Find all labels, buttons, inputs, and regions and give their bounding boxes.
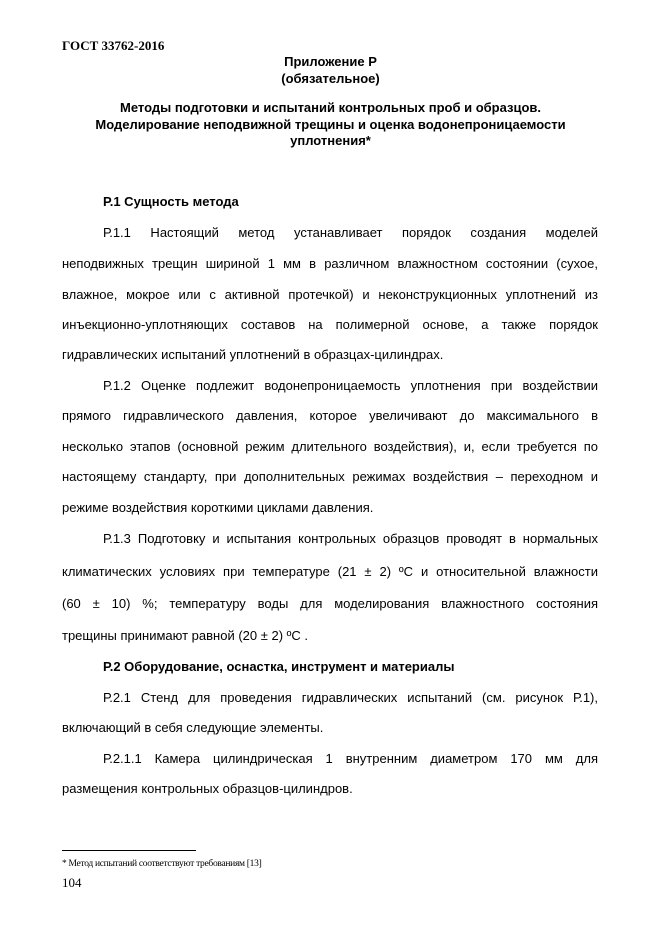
section-heading: Р.1 Сущность метода: [103, 194, 239, 209]
paragraph-line: Р.2.1.1 Камера цилиндрическая 1 внутренним диаметром 170 мм для: [103, 751, 598, 766]
paragraph-line: Р.1.3 Подготовку и испытания контрольных образцов проводят в нормальных: [103, 531, 598, 546]
paragraph-line: влажное, мокрое или с активной протечкой) и неконструкционных уплотнений из: [62, 287, 598, 302]
footnote: * Метод испытаний соответствуют требованиям [13]: [62, 859, 262, 869]
paragraph-line: настоящему стандарту, при дополнительных режимах воздействия – переходном и: [62, 469, 598, 484]
paragraph-line: размещения контрольных образцов-цилиндров.: [62, 781, 353, 796]
paragraph-line: Р.1.2 Оценке подлежит водонепроницаемость уплотнения при воздействии: [103, 378, 598, 393]
footnote-divider: [62, 850, 196, 851]
paragraph-line: режиме воздействия короткими циклами давления.: [62, 500, 374, 515]
paragraph-line: инъекционно-уплотняющих составов на полимерной основе, а также порядок: [62, 317, 598, 332]
paragraph-line: включающий в себя следующие элементы.: [62, 720, 324, 735]
appendix-heading-line: уплотнения*: [290, 133, 371, 148]
paragraph-line: климатических условиях при температуре (21 ± 2) ºС и относительной влажности: [62, 564, 598, 579]
paragraph-line: прямого гидравлического давления, которое увеличивают до максимального в: [62, 408, 598, 423]
paragraph-line: несколько этапов (основной режим длительного воздействия), и, если требуется по: [62, 439, 598, 454]
paragraph-line: Р.2.1 Стенд для проведения гидравлических испытаний (см. рисунок Р.1),: [103, 690, 598, 705]
paragraph-line: (60 ± 10) %; температуру воды для моделирования влажностного состояния: [62, 596, 598, 611]
appendix-title: Приложение Р: [284, 54, 377, 69]
paragraph-line: гидравлических испытаний уплотнений в образцах-цилиндрах.: [62, 347, 444, 362]
paragraph-line: Р.1.1 Настоящий метод устанавливает порядок создания моделей: [103, 225, 598, 240]
paragraph-line: неподвижных трещин шириной 1 мм в различном влажностном состоянии (сухое,: [62, 256, 598, 271]
appendix-heading-line: Моделирование неподвижной трещины и оценка водонепроницаемости: [95, 117, 566, 132]
appendix-status: (обязательное): [281, 71, 380, 86]
standard-header: ГОСТ 33762-2016: [62, 38, 165, 53]
page-number: 104: [62, 875, 82, 890]
paragraph-line: трещины принимают равной (20 ± 2) ºС .: [62, 628, 309, 643]
section-heading: Р.2 Оборудование, оснастка, инструмент и материалы: [103, 659, 455, 674]
appendix-heading-line: Методы подготовки и испытаний контрольных проб и образцов.: [120, 100, 541, 115]
